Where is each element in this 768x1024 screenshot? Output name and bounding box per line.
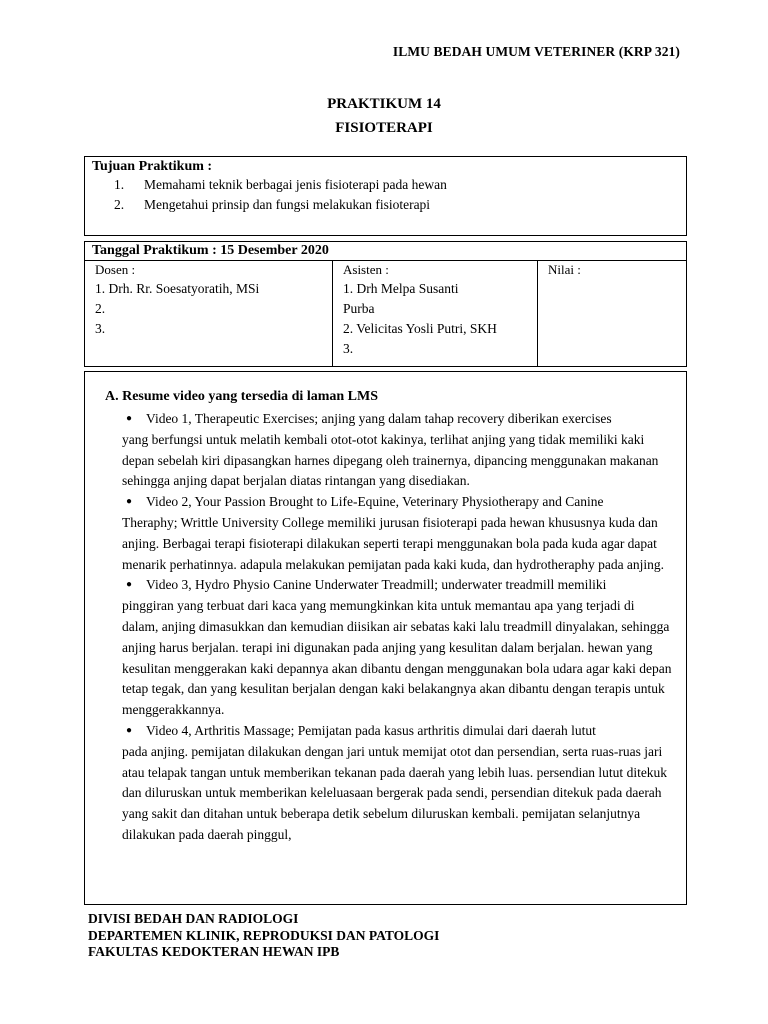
resume-item-first-line: Video 1, Therapeutic Exercises; anjing yang dalam tahap recovery diberikan exercises [146,411,612,426]
bullet-icon: ● [126,579,133,591]
praktikum-number: PRAKTIKUM 14 [327,96,441,112]
resume-item [85,492,686,575]
resume-item-first-line: Video 2, Your Passion Brought to Life-Equine, Veterinary Physiotherapy and Canine [146,494,604,510]
asisten-entry: 3. [343,341,354,356]
session-columns [85,261,686,366]
objectives-label: Tujuan Praktikum : [92,159,213,174]
resume-box [84,371,687,905]
footer-institution [88,911,439,961]
resume-item [85,721,686,846]
objectives-list [92,175,686,215]
asisten-entry: 2. Velicitas Yosli Putri, SKH [343,321,497,336]
nilai-label: Nilai : [548,262,581,277]
objective-text: Memahami teknik berbagai jenis fisioterapi pada hewan [144,177,447,192]
document-title [0,92,768,140]
bullet-icon: ● [126,496,133,508]
praktikum-topic: FISIOTERAPI [335,120,433,136]
asisten-cell [333,261,538,366]
dosen-label: Dosen : [95,262,136,277]
course-header: ILMU BEDAH UMUM VETERINER (KRP 321) [392,44,680,59]
dosen-entry: 2. [95,301,106,316]
resume-item-text: pada anjing. pemijatan dilakukan dengan jari untuk memijat otot dan persendian, serta ruas-ruas jari atau telapak tangan untuk memberikan tekanan pada daerah yang lebih luas. persendian lutut ditekuk dan diluruskan untuk memberikan keleluasaan bergerak pada sendi, persendian ditekuk pada daerah yang sakit dan ditahan untuk beberapa detik sebelum diluruskan kembali. pemijatan selanjutnya dilakukan pada daerah pinggul, [122,743,668,842]
asisten-entry: 1. Drh Melpa Susanti [343,281,459,296]
nilai-cell [538,261,686,366]
dosen-cell [85,261,333,366]
bullet-icon: ● [126,724,133,736]
objective-number: 1. [114,177,125,192]
resume-item-text: yang berfungsi untuk melatih kembali otot-otot kakinya, terlihat anjing yang tidak memiliki kaki depan sebelah kiri dipasangkan harnes dipegang oleh trainernya, dipancing menggunakan makanan sehingga anjing dapat berjalan diatas rintangan yang disediakan. [122,431,659,489]
objectives-box [84,156,687,236]
footer-faculty: FAKULTAS KEDOKTERAN HEWAN IPB [88,944,340,959]
resume-item-text: pinggiran yang terbuat dari kaca yang memungkinkan kita untuk memantau apa yang terjadi di dalam, anjing dimasukkan dan kemudian diisikan air sebatas kaki lalu treadmill dinyalakan, sehingga anjing harus berjalan. terapi ini digunakan pada anjing yang kesulitan dalam berjalan. hewan yang kesulitan menggerakan kaki depannya akan dibantu dengan menggunakan bola udara agar kaki depan tetap tegak, dan yang kesulitan berjalan dengan kaki belakangnya akan dibantu dengan terapis untuk menggerakkannya. [122,598,672,718]
asisten-entry: Purba [343,301,375,316]
resume-section-title: A. Resume video yang tersedia di laman LMS [105,389,378,404]
dosen-entry: 3. [95,321,106,336]
bullet-icon: ● [126,413,133,424]
resume-item [85,575,686,721]
resume-list [85,409,686,846]
resume-item-first-line: Video 3, Hydro Physio Canine Underwater Treadmill; underwater treadmill memiliki [146,577,607,593]
resume-item [85,409,686,492]
dosen-entry: 1. Drh. Rr. Soesatyoratih, MSi [95,281,260,296]
footer-department: DEPARTEMEN KLINIK, REPRODUKSI DAN PATOLOGI [88,927,440,943]
objective-text: Mengetahui prinsip dan fungsi melakukan fisioterapi [144,197,431,212]
footer-division: DIVISI BEDAH DAN RADIOLOGI [88,911,299,926]
resume-item-text: Theraphy; Writtle University College memiliki jurusan fisioterapi pada hewan khususnya kuda dan anjing. Berbagai terapi fisioterapi dilakukan seperti terapi menggunakan bola pada kuda agar dapat menarik perhatinnya. adapula melakukan pemijatan pada kaki kuda, dan hydrotheraphy pada anjing. [122,514,665,572]
session-table [84,241,687,367]
objective-number: 2. [114,197,125,212]
objective-item [92,175,686,195]
session-date: Tanggal Praktikum : 15 Desember 2020 [85,242,686,261]
resume-item-first-line: Video 4, Arthritis Massage; Pemijatan pada kasus arthritis dimulai dari daerah lutut [146,722,596,738]
objective-item [92,195,686,215]
asisten-label: Asisten : [343,262,389,277]
